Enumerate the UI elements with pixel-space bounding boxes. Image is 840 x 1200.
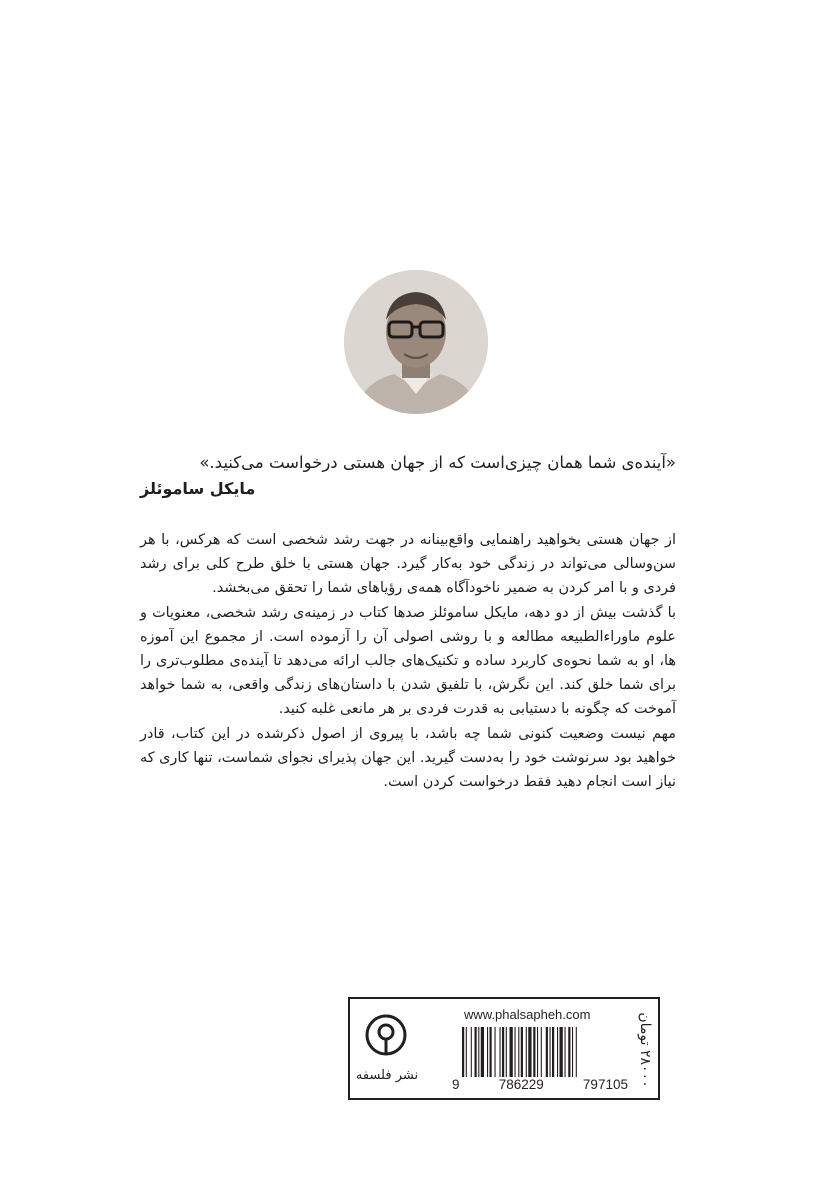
isbn-number (452, 1077, 628, 1093)
publisher-name: نشر فلسفه (355, 1068, 419, 1083)
publisher-info-box (348, 997, 660, 1100)
blurb-paragraph-2: با گذشت بیش از دو دهه، مایکل ساموئلز صدها کتاب در زمینه‌ی رشد شخصی، معنویات و علوم ماوراءالطبیعه مطالعه و با روشی اصولی آن را آزموده است. از مجموع این آموزه ها، او به شما نحوه‌ی کاربرد ساده و تکنیک‌های جالب ارائه می‌دهد تا آینده‌ی مطلوب‌تری را برای شما خلق کند. این نگرش، با تلفیق شدن با داستان‌های زندگی واقعی، به شما خواهد آموخت که چگونه با دستیابی به قدرت فردی بر هر مانعی غلبه کنید. (140, 604, 676, 718)
isbn-group-1: 786229 (498, 1077, 544, 1092)
blurb-text (140, 528, 676, 794)
blurb-paragraph-1: از جهان هستی بخواهید راهنمایی واقع‌بینانه در جهت رشد شخصی است که هرکس، با هر سن‌وسالی می‌تواند در زندگی خود به‌کار گیرد. جهان هستی با خلق طرح کلی برای رشد فردی و با امر کردن به ضمیر ناخودآگاه همه‌ی رؤیاهای شما را تحقق می‌بخشد. (140, 532, 676, 597)
author-quote: «آینده‌ی شما همان چیزی‌است که از جهان هستی درخواست می‌کنید.» (199, 453, 676, 472)
author-photo (344, 270, 488, 414)
barcode-icon (462, 1027, 624, 1077)
price-text: ۲۸۰۰۰ تومان (637, 1012, 653, 1088)
author-name: مایکل ساموئلز (140, 479, 256, 498)
isbn-prefix: 9 (452, 1077, 460, 1092)
blurb-paragraph-3: مهم نیست وضعیت کنونی شما چه باشد، با پیروی از اصول ذکرشده در این کتاب، قادر خواهید بود سرنوشت خود را به‌دست گیرید. این جهان پذیرای نجوای شماست، تنها کاری که نیاز است انجام دهید فقط درخواست کردن است. (140, 725, 676, 791)
isbn-group-2: 797105 (582, 1077, 628, 1092)
price-label (630, 1001, 660, 1099)
publisher-logo-icon (364, 1013, 408, 1057)
website-url: www.phalsapheh.com (464, 1007, 591, 1022)
